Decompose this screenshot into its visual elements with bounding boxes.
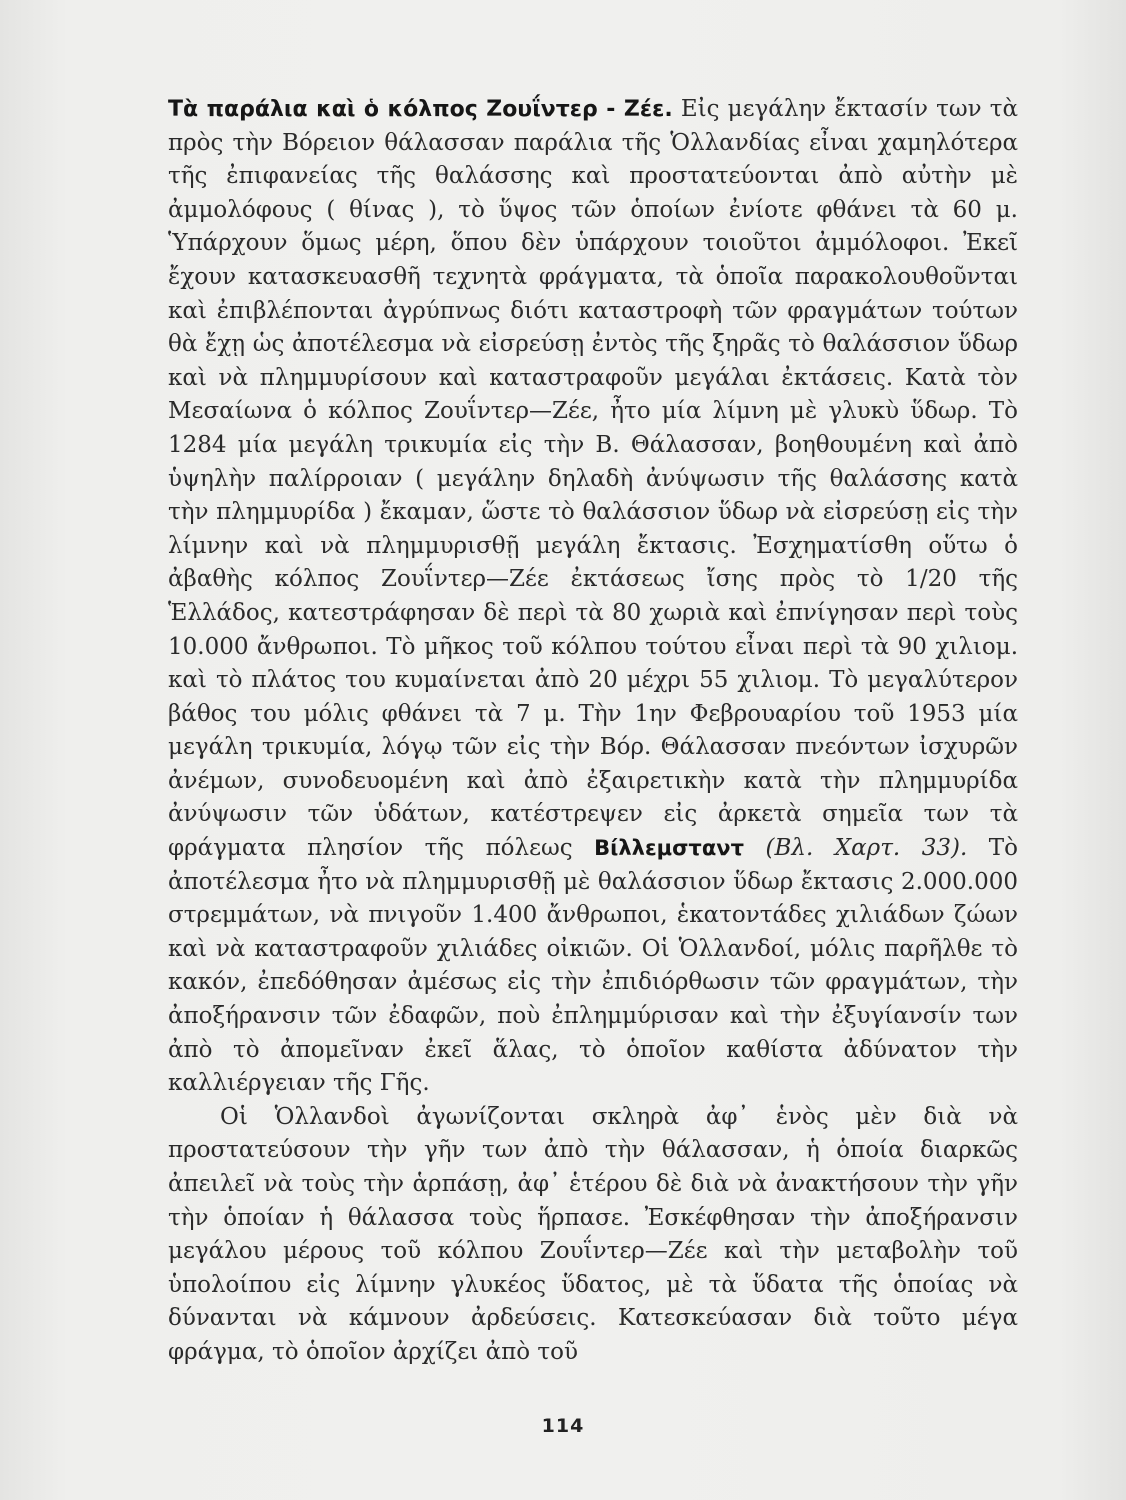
map-reference: (Βλ. Χαρτ. 33). xyxy=(765,835,968,862)
city-name: Βίλλεμσταντ xyxy=(594,836,744,861)
body-text xyxy=(168,93,1018,1370)
paragraph-1-text-a: Εἰς μεγάλην ἔκτασίν των τὰ πρὸς τὴν Βόρειον θάλασσαν παράλια τῆς Ὁλλανδίας εἶναι χαμηλότερα τῆς ἐπιφανείας τῆς θαλάσσης καὶ προστατεύονται ἀπὸ αὐτὴν μὲ ἀμμολόφους ( θίνας ), τὸ ὕψος τῶν ὁποίων ἐνίοτε φθάνει τὰ 60 μ. Ὑπάρχουν ὅμως μέρη, ὅπου δὲν ὑπάρχουν τοιοῦτοι ἀμμόλοφοι. Ἐκεῖ ἔχουν κατασκευασθῆ τεχνητὰ φράγματα, τὰ ὁποῖα παρακολουθοῦνται καὶ ἐπιβλέπονται ἀγρύπνως διότι καταστροφὴ τῶν φραγμάτων τούτων θὰ ἔχῃ ὡς ἀποτέλεσμα νὰ εἰσρεύσῃ ἐντὸς τῆς ξηρᾶς τὸ θαλάσσιον ὕδωρ καὶ νὰ πλημμυρίσουν καὶ καταστραφοῦν μεγάλαι ἐκτάσεις. Κατὰ τὸν Μεσαίωνα ὁ κόλπος Ζουΐντερ—Ζέε, ἦτο μία λίμνη μὲ γλυκὺ ὕδωρ. Τὸ 1284 μία μεγάλη τρικυμία εἰς τὴν Β. Θάλασσαν, βοηθουμένη καὶ ἀπὸ ὑψηλὴν παλίρροιαν ( μεγάλην δηλαδὴ ἀνύψωσιν τῆς θαλάσσης κατὰ τὴν πλημμυρίδα ) ἔκαμαν, ὥστε τὸ θαλάσσιον ὕδωρ νὰ εἰσρεύσῃ εἰς τὴν λίμνην καὶ νὰ πλημμυρισθῇ μεγάλη ἔκτασις. Ἐσχηματίσθη οὕτω ὁ ἀβαθὴς κόλπος Ζουΐντερ—Ζέε ἐκτάσεως ἴσης πρὸς τὸ 1/20 τῆς Ἑλλάδος, κατεστράφησαν δὲ περὶ τὰ 80 χωριὰ καὶ ἐπνίγησαν περὶ τοὺς 10.000 ἄνθρωποι. Τὸ μῆκος τοῦ κόλπου τούτου εἶναι περὶ τὰ 90 χιλιομ. καὶ τὸ πλάτος του κυμαίνεται ἀπὸ 20 μέχρι 55 χιλιομ. Τὸ μεγαλύτερον βάθος του μόλις φθάνει τὰ 7 μ. Τὴν 1ην Φεβρουαρίου τοῦ 1953 μία μεγάλη τρικυμία, λόγῳ τῶν εἰς τὴν Βόρ. Θάλασσαν πνεόντων ἰσχυρῶν ἀνέμων, συνοδευομένη καὶ ἀπὸ ἐξαιρετικὴν κατὰ τὴν πλημμυρίδα ἀνύψωσιν τῶν ὑδάτων, κατέστρεψεν εἰς ἀρκετὰ σημεῖα των τὰ φράγματα πλησίον τῆς πόλεως xyxy=(168,96,1018,862)
paragraph-2: Οἱ Ὁλλανδοὶ ἀγωνίζονται σκληρὰ ἀφ᾽ ἑνὸς μὲν διὰ νὰ προστατεύσουν τὴν γῆν των ἀπὸ τὴν θάλασσαν, ἡ ὁποία διαρκῶς ἀπειλεῖ νὰ τοὺς τὴν ἁρπάσῃ, ἀφ᾽ ἑτέρου δὲ διὰ νὰ ἀνακτήσουν τὴν γῆν τὴν ὁποίαν ἡ θάλασσα τοὺς ἥρπασε. Ἐσκέφθησαν τὴν ἀποξήρανσιν μεγάλου μέρους τοῦ κόλπου Ζουΐντερ—Ζέε καὶ τὴν μεταβολὴν τοῦ ὑπολοίπου εἰς λίμνην γλυκέος ὕδατος, μὲ τὰ ὕδατα τῆς ὁποίας νὰ δύνανται νὰ κάμνουν ἀρδεύσεις. Κατεσκεύασαν διὰ τοῦτο μέγα φράγμα, τὸ ὁποῖον ἀρχίζει ἀπὸ τοῦ xyxy=(168,1103,1018,1365)
page-number: 114 xyxy=(541,1415,585,1437)
paragraph-1-text-b: Τὸ ἀποτέλεσμα ἦτο νὰ πλημμυρισθῇ μὲ θαλάσσιον ὕδωρ ἔκτασις 2.000.000 στρεμμάτων, νὰ πνιγοῦν 1.400 ἄνθρωποι, ἑκατοντάδες χιλιάδων ζώων καὶ νὰ καταστραφοῦν χιλιάδες οἰκιῶν. Οἱ Ὁλλανδοί, μόλις παρῆλθε τὸ κακόν, ἐπεδόθησαν ἀμέσως εἰς τὴν ἐπιδιόρθωσιν τῶν φραγμάτων, τὴν ἀποξήρανσιν τῶν ἐδαφῶν, ποὺ ἐπλημμύρισαν καὶ τὴν ἐξυγίανσίν των ἀπὸ τὸ ἀπομεῖναν ἐκεῖ ἅλας, τὸ ὁποῖον καθίστα ἀδύνατον τὴν καλλιέργειαν τῆς Γῆς. xyxy=(168,835,1018,1097)
paragraph-1 xyxy=(168,93,1018,1101)
section-heading: Τὰ παράλια καὶ ὁ κόλπος Ζουΐντερ - Ζέε. xyxy=(168,97,673,122)
